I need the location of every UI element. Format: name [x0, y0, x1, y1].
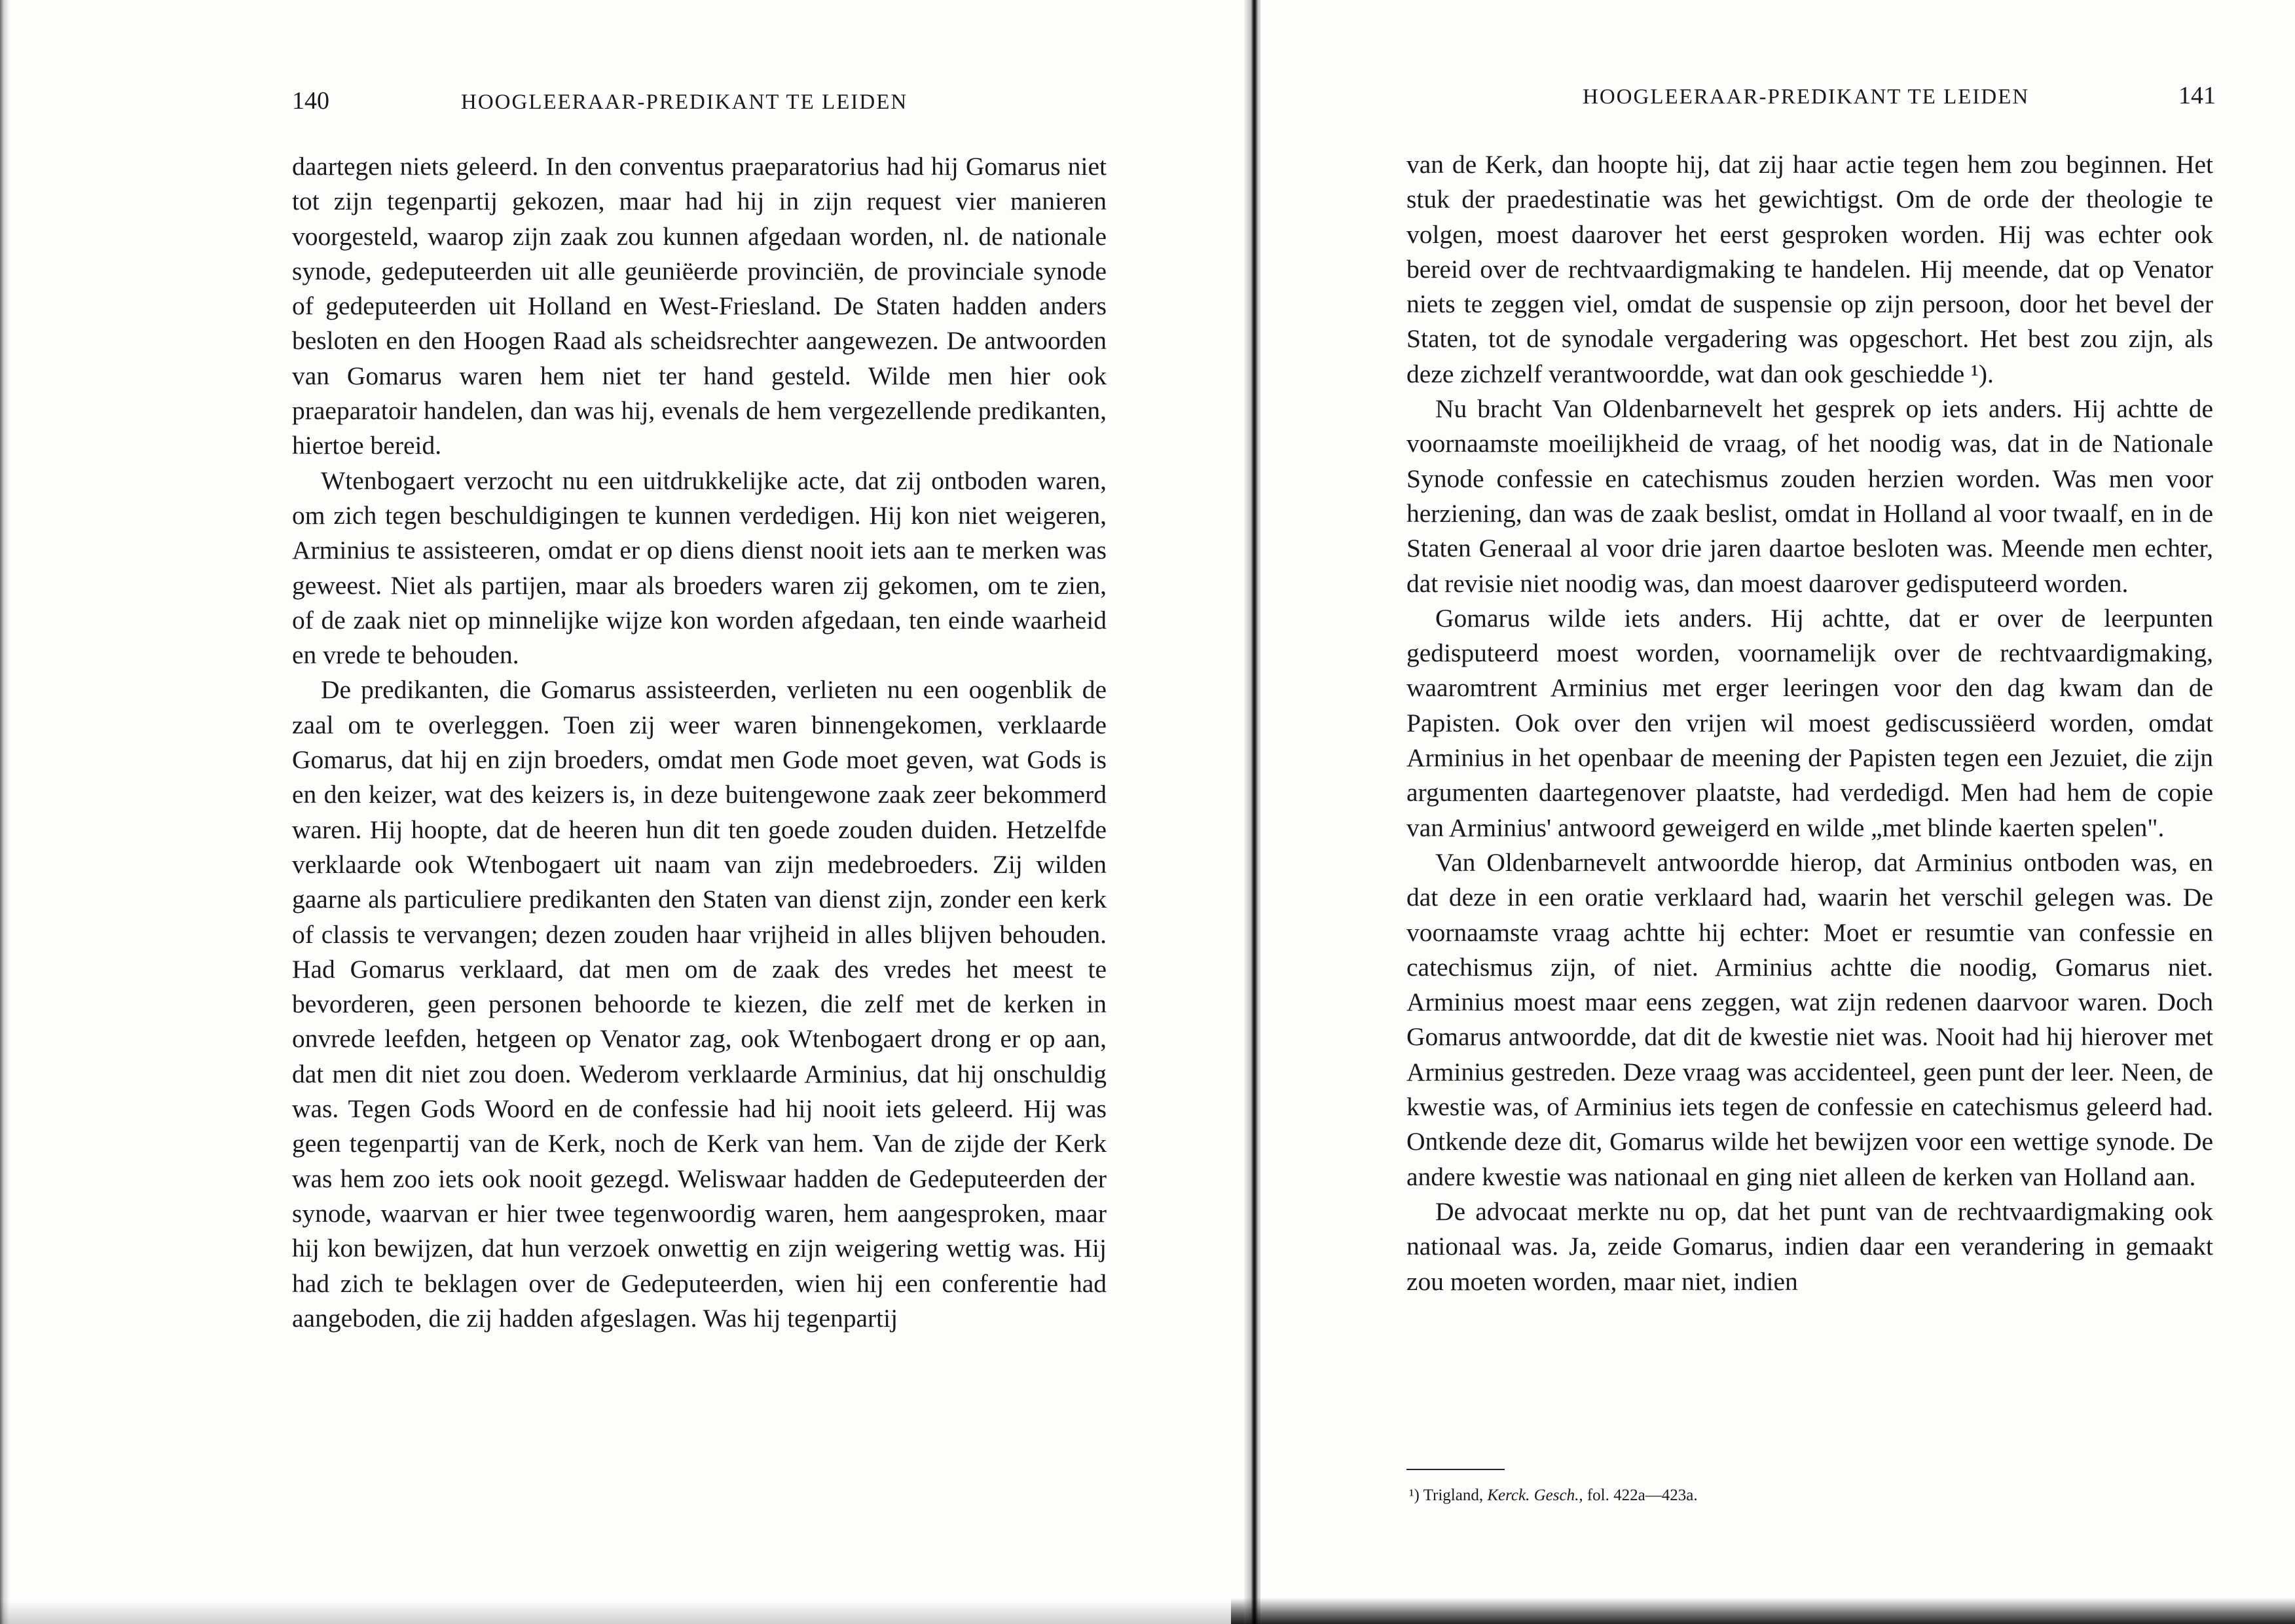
right-page-text: [1406, 147, 2213, 1299]
right-running-head: HOOGLEERAAR-PREDIKANT TE LEIDEN: [1583, 85, 2030, 109]
left-running-head: HOOGLEERAAR-PREDIKANT TE LEIDEN: [461, 90, 908, 114]
footnote-rule: [1406, 1469, 1505, 1470]
paragraph: Gomarus wilde iets anders. Hij achtte, dat er over de leerpunten gedisputeerd moest worden, voornamelijk over de rechtvaardigmaking, waaromtrent Arminius met erger leeringen voor den dag kwam dan de Papisten. Ook over den vrijen wil moest gediscussiëerd worden, omdat Arminius in het openbaar de meening der Papisten tegen een Jezuiet, die zijn argumenten daartegenover plaatste, had verdedigd. Men had hem de copie van Arminius' antwoord geweigerd en wilde „met blinde kaerten spelen".: [1406, 603, 2213, 842]
footnote: [1409, 1486, 1698, 1505]
paragraph: daartegen niets geleerd. In den conventus praeparatorius had hij Gomarus niet tot zijn tegenpartij gekozen, maar had hij in zijn request vier manieren voorgesteld, waarop zijn zaak zou kunnen afgedaan worden, nl. de nationale synode, gedeputeerden uit alle geuniëerde provinciën, de provinciale synode of gedeputeerden uit Holland en West-Friesland. De Staten hadden anders besloten en den Hoogen Raad als scheidsrechter aangewezen. De antwoorden van Gomarus waren hem niet ter hand gesteld. Wilde men hier ook praeparatoir handelen, dan was hij, evenals de hem vergezellende predikanten, hiertoe bereid.: [292, 152, 1107, 460]
page-bottom-shadow: [1231, 1598, 2295, 1624]
paragraph: De advocaat merkte nu op, dat het punt van de rechtvaardigmaking ook nationaal was. Ja, zeide Gomarus, indien daar een verandering in gemaakt zou moeten worden, maar niet, indien: [1406, 1196, 2213, 1296]
left-page-edge: [0, 0, 9, 1624]
paragraph: van de Kerk, dan hoopte hij, dat zij haar actie tegen hem zou beginnen. Het stuk der praedestinatie was het gewichtigst. Om de orde der theologie te volgen, moest daarover het eerst gesproken worden. Hij was echter ook bereid over de rechtvaardigmaking te handelen. Hij meende, dat op Venator niets te zeggen viel, omdat de suspensie op zijn persoon, door het bevel der Staten, tot de synodale vergadering was opgeschort. Het best zou zijn, als deze zichzelf verantwoordde, wat dan ook geschiedde ¹).: [1406, 150, 2213, 388]
footnote-marker: ¹): [1409, 1486, 1420, 1504]
right-page-number: 141: [2178, 82, 2216, 109]
left-page-text: [292, 149, 1107, 1336]
paragraph: Nu bracht Van Oldenbarnevelt het gesprek op iets anders. Hij achtte de voornaamste moeilijkheid de vraag, of het noodig was, dat in de Nationale Synode confessie en catechismus zouden herzien worden. Was men voor herziening, dan was de zaak beslist, omdat in Holland al voor twaalf, en in de Staten Generaal al voor drie jaren daartoe besloten was. Meende men echter, dat revisie niet noodig was, dan moest daarover gedisputeerd worden.: [1406, 394, 2213, 598]
footnote-pages: fol. 422a—423a.: [1587, 1486, 1698, 1504]
left-page-shadow: [0, 1506, 1251, 1624]
paragraph: Van Oldenbarnevelt antwoordde hierop, dat Arminius ontboden was, en dat deze in een oratie verklaard had, waarin het verschil gelegen was. De voornaamste vraag achtte hij echter: Moet er resumtie van confessie en catechismus zijn, of niet. Arminius achtte die noodig, Gomarus niet. Arminius moest maar eens zeggen, wat zijn redenen daarvoor waren. Doch Gomarus antwoordde, dat dit de kwestie niet was. Nooit had hij hierover met Arminius gestreden. Deze vraag was accidenteel, geen punt der leer. Neen, de kwestie was, of Arminius iets tegen de confessie en catechismus geleerd had. Ontkende deze dit, Gomarus wilde het bewijzen voor een wettige synode. De andere kwestie was nationaal en ging niet alleen de kerken van Holland aan.: [1406, 847, 2213, 1191]
paragraph: De predikanten, die Gomarus assisteerden, verlieten nu een oogenblik de zaal om te overleggen. Toen zij weer waren binnengekomen, verklaarde Gomarus, dat hij en zijn broeders, omdat men Gode moet geven, wat Gods is en den keizer, wat des keizers is, in deze buitengewone zaak zeer bekommerd waren. Hij hoopte, dat de heeren hun dit ten goede zouden duiden. Hetzelfde verklaarde ook Wtenbogaert uit naam van zijn medebroeders. Zij wilden gaarne als particuliere predikanten den Staten van dienst zijn, zonder een kerk of classis te vervangen; dezen zouden haar vrijheid in alles blijven behouden. Had Gomarus verklaard, dat men om de zaak des vredes het meest te bevorderen, geen personen behoorde te kiezen, die zelf met de kerken in onvrede leefden, hetgeen op Venator zag, ook Wtenbogaert drong er op aan, dat men dit niet zou doen. Wederom verklaarde Arminius, dat hij onschuldig was. Tegen Gods Woord en de confessie had hij nooit iets geleerd. Hij was geen tegenpartij van de Kerk, noch de Kerk van hem. Van de zijde der Kerk was hem zoo iets ook nooit gezegd. Weliswaar hadden de Gedeputeerden der synode, waarvan er hier twee tegenwoordig waren, hem aangesproken, maar hij kon bewijzen, dat hun verzoek onwettig en zijn weigering wettig was. Hij had zich te beklagen over de Gedeputeerden, wien hij een conferentie had aangeboden, die zij hadden afgeslagen. Was hij tegenpartij: [292, 675, 1107, 1333]
left-page-number: 140: [292, 87, 329, 115]
paragraph: Wtenbogaert verzocht nu een uitdrukkelijke acte, dat zij ontboden waren, om zich tegen beschuldigingen te kunnen verdedigen. Hij kon niet weigeren, Arminius te assisteeren, omdat er op diens dienst nooit iets aan te merken was geweest. Niet als partijen, maar als broeders waren zij gekomen, om te zien, of de zaak niet op minnelijke wijze kon worden afgedaan, ten einde waarheid en vrede te behouden.: [292, 466, 1107, 670]
footnote-author: Trigland,: [1423, 1486, 1484, 1504]
footnote-source: Kerck. Gesch.,: [1487, 1486, 1583, 1504]
